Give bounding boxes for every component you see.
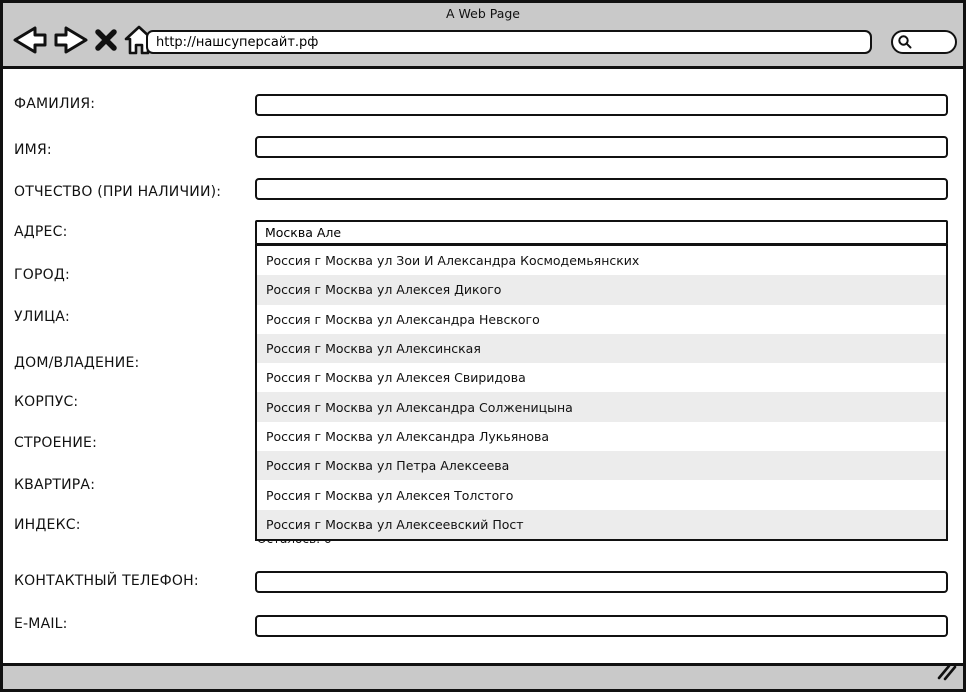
label-korpus: КОРПУС: xyxy=(14,394,79,410)
label-middlename: ОТЧЕСТВО (ПРИ НАЛИЧИИ): xyxy=(14,184,222,200)
window-title: A Web Page xyxy=(445,6,520,21)
label-city: ГОРОД: xyxy=(14,267,70,283)
label-stroenie: СТРОЕНИЕ: xyxy=(14,435,97,451)
address-suggestion[interactable]: Россия г Москва ул Александра Невского xyxy=(257,305,946,334)
back-arrow-icon[interactable] xyxy=(13,26,47,58)
address-suggestion[interactable]: Россия г Москва ул Зои И Александра Космодемьянских xyxy=(257,246,946,275)
search-icon xyxy=(897,34,913,50)
phone-input[interactable] xyxy=(255,571,948,593)
address-suggestion[interactable]: Россия г Москва ул Алексинская xyxy=(257,334,946,363)
label-firstname: ИМЯ: xyxy=(14,142,52,158)
label-lastname: ФАМИЛИЯ: xyxy=(14,96,96,112)
browser-toolbar xyxy=(13,25,154,59)
label-house: ДОМ/ВЛАДЕНИЕ: xyxy=(14,355,140,371)
lastname-input[interactable] xyxy=(255,94,948,116)
middlename-input[interactable] xyxy=(255,178,948,200)
label-email: E-MAIL: xyxy=(14,616,68,632)
stop-x-icon[interactable] xyxy=(95,28,117,56)
address-input[interactable] xyxy=(255,220,948,245)
label-street: УЛИЦА: xyxy=(14,309,70,325)
address-suggestion[interactable]: Россия г Москва ул Александра Лукьянова xyxy=(257,422,946,451)
resize-handle-icon[interactable] xyxy=(936,663,956,685)
clipped-counter-text xyxy=(257,541,377,548)
address-suggestion[interactable]: Россия г Москва ул Алексеевский Пост xyxy=(257,510,946,539)
label-zipcode: ИНДЕКС: xyxy=(14,517,81,533)
address-suggestion[interactable]: Россия г Москва ул Александра Солженицына xyxy=(257,392,946,421)
label-phone: КОНТАКТНЫЙ ТЕЛЕФОН: xyxy=(14,573,199,589)
browser-chrome xyxy=(3,3,963,69)
url-input[interactable] xyxy=(146,30,872,54)
firstname-input[interactable] xyxy=(255,136,948,158)
email-input[interactable] xyxy=(255,615,948,637)
address-suggestions-dropdown xyxy=(255,244,948,541)
search-box[interactable] xyxy=(891,30,957,54)
address-suggestion[interactable]: Россия г Москва ул Алексея Дикого xyxy=(257,275,946,304)
window-bottom-bar xyxy=(3,663,963,689)
address-suggestion[interactable]: Россия г Москва ул Алексея Толстого xyxy=(257,480,946,509)
forward-arrow-icon[interactable] xyxy=(54,26,88,58)
address-suggestion[interactable]: Россия г Москва ул Алексея Свиридова xyxy=(257,363,946,392)
address-suggestion[interactable]: Россия г Москва ул Петра Алексеева xyxy=(257,451,946,480)
label-apartment: КВАРТИРА: xyxy=(14,477,96,493)
label-address: АДРЕС: xyxy=(14,224,68,240)
